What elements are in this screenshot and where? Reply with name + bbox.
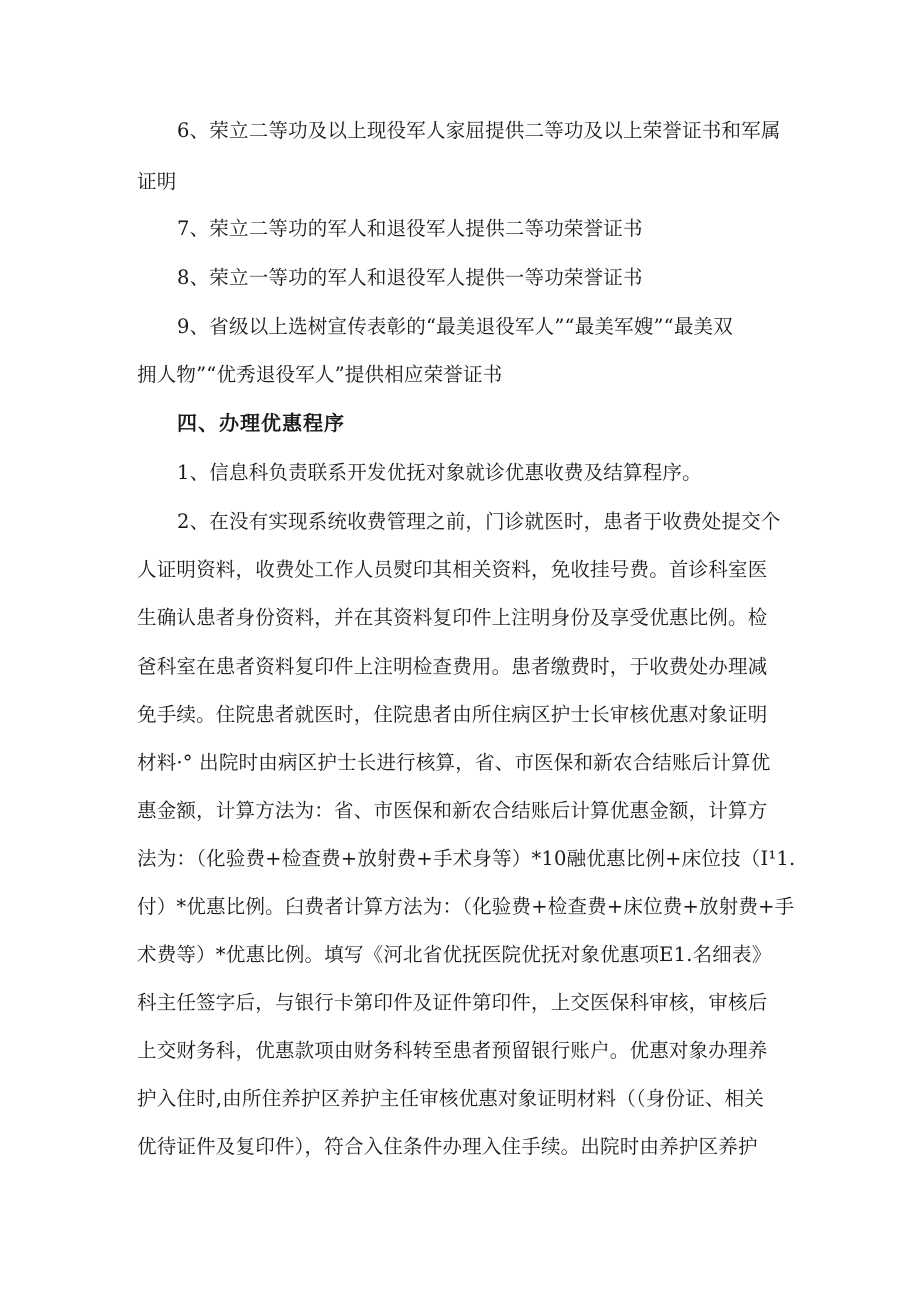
item-6-line-1: 6、荣立二等功及以上现役军人家屈提供二等功及以上荣誉证书和军属 [177, 119, 781, 142]
paragraph-line-2: 人证明资料，收费处工作人员熨印其相关资料，免收挂号费。首诊科室医 [137, 558, 768, 581]
paragraph-line-11: 科主任签字后，与银行卡第印件及证件第印件，上交医保科审核，审核后 [137, 991, 768, 1014]
paragraph-line-10: 术费等）*优惠比例。填写《河北省优抚医院优抚对象优惠项E1.名细表》 [137, 943, 772, 966]
paragraph-line-8: 法为：（化验费+检查费+放射费+手术身等）*10融优惠比例+床位技（I¹1. [137, 847, 796, 870]
paragraph-line-12: 上交财务科，优惠款项由财务科转至患者预留银行账户。优惠对象办理养 [137, 1039, 768, 1062]
procedure-item-1: 1、信息科负责联系开发优抚对象就诊优惠收费及结算程序。 [177, 461, 702, 484]
paragraph-line-3: 生确认患者身份资料，并在其资料复印件上注明身份及享受优惠比例。检 [137, 606, 768, 629]
item-9-line-1: 9、省级以上选树宣传表彰的“最美退役军人”“最美军嫂”“最美双 [177, 315, 733, 338]
item-7: 7、荣立二等功的军人和退役军人提供二等功荣誉证书 [177, 217, 643, 240]
paragraph-line-4: 爸科室在患者资料复印件上注明检查费用。患者缴费时，于收费处办理减 [137, 655, 768, 678]
paragraph-line-7: 惠金额，计算方法为：省、市医保和新农合结账后计算优惠金额，计算方 [137, 799, 768, 822]
paragraph-line-14: 优待证件及复印件），符合入住条件办理入住手续。出院时由养护区养护 [137, 1135, 758, 1158]
paragraph-line-1: 2、在没有实现系统收费管理之前，门诊就医时，患者于收费处提交个 [177, 510, 781, 533]
paragraph-line-9: 付）*优惠比例。臼费者计算方法为：（化验费+检查费+床位费+放射费+手 [137, 895, 795, 918]
item-8: 8、荣立一等功的军人和退役军人提供一等功荣誉证书 [177, 266, 643, 289]
item-6-line-2: 证明 [137, 170, 177, 193]
item-9-line-2: 拥人物”“优秀退役军人”提供相应荣誉证书 [137, 363, 503, 386]
paragraph-line-13: 护入住时,由所住养护区养护主任审核优惠对象证明材料（（身份证、相关 [137, 1087, 765, 1110]
paragraph-line-6: 材料·° 出院时由病区护士长进行核算，省、市医保和新农合结账后计算优 [137, 751, 771, 774]
paragraph-line-5: 免手续。住院患者就医时，住院患者由所住病区护士长审核优惠对象证明 [137, 703, 768, 726]
section-heading: 四、办理优惠程序 [177, 411, 345, 435]
